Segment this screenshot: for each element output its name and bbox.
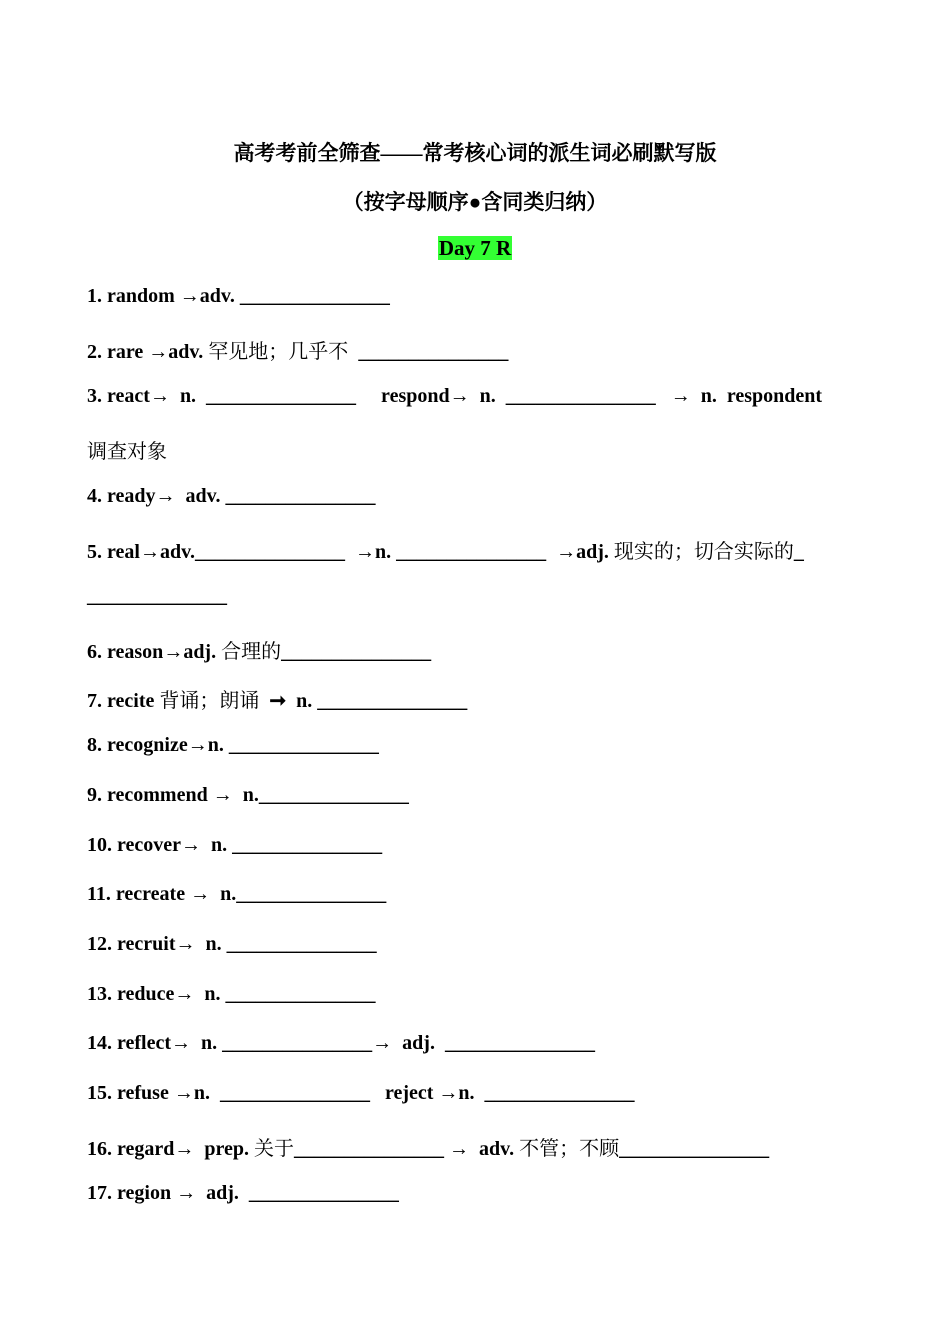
exercise-line xyxy=(87,684,467,713)
exercise-line xyxy=(87,1082,635,1105)
item-word: 4. ready xyxy=(87,485,156,507)
item-word: 1. random xyxy=(87,285,175,307)
exercise-line xyxy=(87,933,377,956)
item-text: → n. _______________ xyxy=(175,933,377,955)
exercise-line xyxy=(87,385,822,408)
item-word: 16. regard xyxy=(87,1138,175,1160)
item-text: →adv. xyxy=(143,341,209,363)
exercise-line xyxy=(87,435,167,464)
item-text: ______________ xyxy=(87,585,227,607)
exercise-line xyxy=(87,335,508,364)
item-word: 17. region xyxy=(87,1182,172,1204)
item-text: → n._______________ xyxy=(185,883,387,905)
item-word: 12. recruit xyxy=(87,933,176,955)
item-chinese: 合理的 xyxy=(221,641,282,663)
item-word: 10. recover xyxy=(87,834,182,856)
item-word: 5. real xyxy=(87,541,140,563)
item-chinese: 不管；不顾 xyxy=(519,1138,620,1160)
exercise-line xyxy=(87,834,382,857)
exercise-line xyxy=(87,485,376,508)
item-text: _______________ → adv. xyxy=(294,1138,520,1160)
item-chinese: 现实的；切合实际的 xyxy=(613,541,794,563)
document-subtitle: （按字母顺序●含同类归纳） xyxy=(342,190,608,214)
exercise-line xyxy=(87,883,386,906)
item-word: 6. reason xyxy=(87,641,164,663)
exercise-line xyxy=(87,585,227,608)
item-word: 11. recreate xyxy=(87,883,186,905)
item-text: → prep. xyxy=(174,1138,255,1160)
item-chinese: 调查对象 xyxy=(87,441,167,463)
item-word: 3. react xyxy=(87,385,150,407)
item-chinese: 关于 xyxy=(254,1138,295,1160)
item-text: → n._______________ xyxy=(207,784,409,806)
item-text: →adv. _______________ xyxy=(174,285,390,307)
exercise-line xyxy=(87,1032,595,1055)
exercise-line xyxy=(87,784,409,807)
exercise-line xyxy=(87,285,390,308)
item-text: _______________ xyxy=(348,341,509,363)
item-text: → n. _______________→ adj. _______________ xyxy=(171,1032,595,1054)
item-word: 9. recommend xyxy=(87,784,208,806)
item-text: _______________ xyxy=(281,641,432,663)
item-word: 14. reflect xyxy=(87,1032,172,1054)
item-text: → n. _______________ xyxy=(174,983,376,1005)
item-text: →adj. xyxy=(163,641,222,663)
document-title: 高考考前全筛查——常考核心词的派生词必刷默写版 xyxy=(233,141,717,165)
exercise-line xyxy=(87,734,379,757)
item-word: 13. reduce xyxy=(87,983,175,1005)
exercise-line xyxy=(87,1182,399,1205)
item-text: →n. _______________ xyxy=(187,734,379,756)
item-word: 2. rare xyxy=(87,341,144,363)
item-text: _ xyxy=(793,541,804,563)
item-text: →adv._______________ →n. _______________ →adj. xyxy=(139,541,614,563)
item-chinese: 背诵；朗诵 xyxy=(159,690,260,712)
item-text: _______________ xyxy=(619,1138,770,1160)
exercise-line xyxy=(87,535,804,564)
item-word: 7. recite xyxy=(87,690,155,712)
day-label: Day 7 R xyxy=(438,236,512,260)
item-text: → adv. _______________ xyxy=(155,485,376,507)
item-text: → adj. _______________ xyxy=(171,1182,399,1204)
item-chinese: 罕见地；几乎不 xyxy=(208,341,349,363)
exercise-line xyxy=(87,983,376,1006)
item-word: 8. recognize xyxy=(87,734,188,756)
item-text: ➞ n. _______________ xyxy=(259,690,468,712)
item-text: → n. _______________ xyxy=(181,834,383,856)
day-label-container xyxy=(0,236,950,261)
exercise-line xyxy=(87,1132,769,1161)
exercise-line xyxy=(87,635,431,664)
item-word: 15. refuse xyxy=(87,1082,169,1104)
item-text: →n. _______________ reject →n. _______________ xyxy=(168,1082,635,1104)
item-text: → n. _______________ respond→ n. _______________ → n. respondent xyxy=(149,385,823,407)
